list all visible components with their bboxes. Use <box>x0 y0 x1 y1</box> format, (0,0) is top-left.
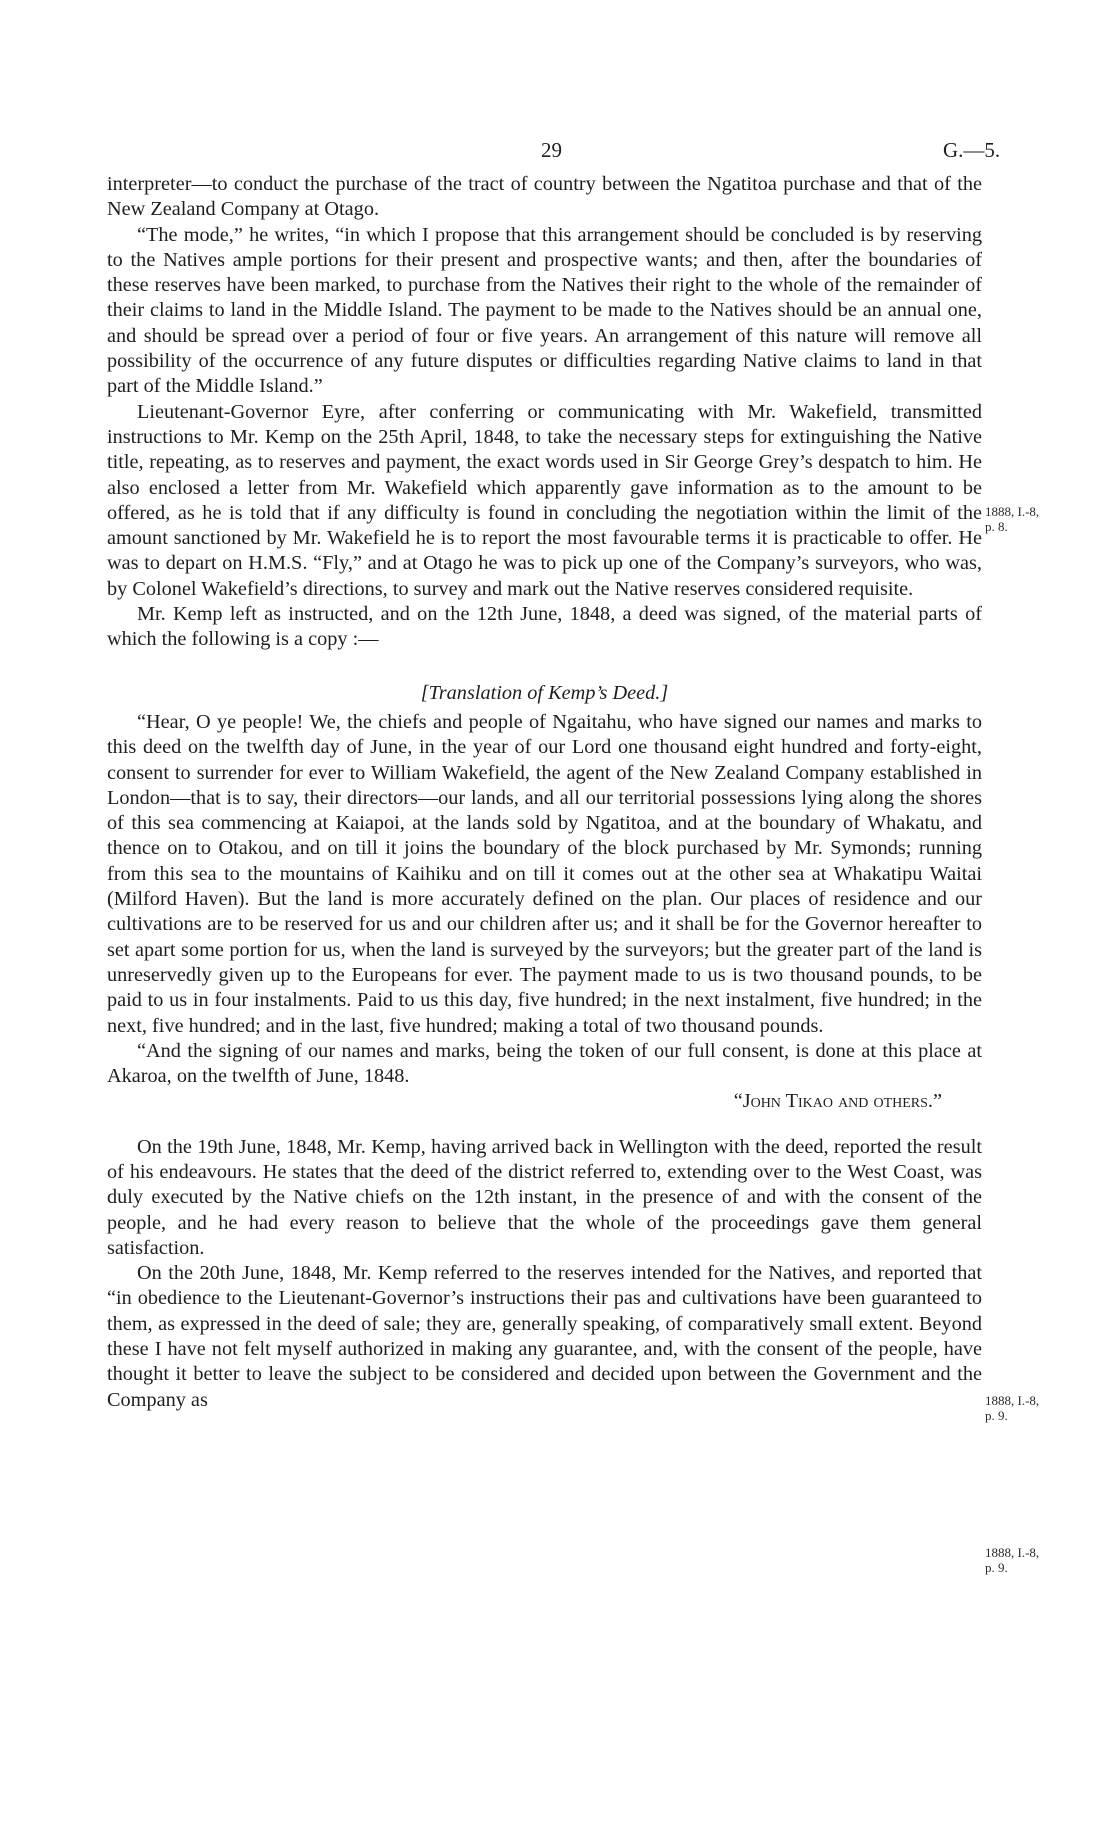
margin-note-text: 1888, I.-8, p. 8. <box>985 504 1040 534</box>
paragraph-kemp-deed-intro: Mr. Kemp left as instructed, and on the 12th June, 1848, a deed was signed, of the material parts of which the following is a copy :— <box>107 603 982 651</box>
margin-note-text: 1888, I.-8, p. 9. <box>985 1545 1040 1575</box>
margin-note <box>985 1545 1075 1575</box>
paragraph-reserves: On the 20th June, 1848, Mr. Kemp referred to the reserves intended for the Natives, and reported that “in obedience to the Lieutenant-Governor’s instructions their pas and cultivations have been guaranteed to them, as expressed in the deed of sale; they are, generally speaking, of comparatively small extent. Beyond these I have not felt myself authorized in making any guarantee, and, with the consent of the people, have thought it better to leave the subject to be considered and decided upon between the Government and the Company as <box>107 1262 982 1411</box>
deed-text: “Hear, O ye people! We, the chiefs and people of Ngaitahu, who have signed our names and marks to this deed on the twelfth day of June, in the year of our Lord one thousand eight hundred and forty-eight, consent to surrender for ever to William Wakefield, the agent of the New Zealand Company established in London—that is to say, their directors—our lands, and all our territorial possessions lying along the shores of this sea commencing at Kaiapoi, at the lands sold by Ngatitoa, and at the boundary of Whakatu, and thence on to Otakou, and on till it joins the boundary of the block purchased by Mr. Symonds; running from this sea to the mountains of Kaihiku and on till it comes out at the other sea at Whakatipu Waitai (Milford Haven). But the land is more accurately defined on the plan. Our places of residence and our cultivations are to be reserved for us and our children after us; and it shall be for the Governor hereafter to set apart some portion for us, when the land is surveyed by the surveyors; but the greater part of the land is unreservedly given up to the Europeans for ever. The payment made to us is two thousand pounds, to be paid to us in four instalments. Paid to us this day, five hundred; in the next instalment, five hundred; in the next, five hundred; and in the last, five hundred; making a total of two thousand pounds. <box>107 710 982 1037</box>
margin-note <box>985 504 1075 534</box>
paragraph-continuation: interpreter—to conduct the purchase of the tract of country between the Ngatitoa purchase and that of the New Zealand Company at Otago. <box>107 173 982 221</box>
document-reference: G.—5. <box>943 138 1001 162</box>
deed-signature: “John Tikao and others.” <box>733 1090 942 1113</box>
page-number: 29 <box>541 138 562 162</box>
margin-note-text: 1888, I.-8, p. 9. <box>985 1393 1040 1423</box>
paragraph-quote-grey: “The mode,” he writes, “in which I propose that this arrangement should be concluded is by reserving to the Natives ample portions for their present and prospective wants; and then, after the boundaries of these reserves have been marked, to purchase from the Natives their right to the whole of the remainder of their claims to land in the Middle Island. The payment to be made to the Natives should be an annual one, and should be spread over a period of four or five years. An arrangement of this nature will remove all possibility of the occurrence of any future disputes or difficulties regarding Native claims to land in that part of the Middle Island.” <box>107 223 982 398</box>
body-text <box>107 172 982 1413</box>
deed-heading: [Translation of Kemp’s Deed.] <box>420 681 669 704</box>
deed-signing-clause: “And the signing of our names and marks, being the token of our full consent, is done at this place at Akaroa, on the twelfth of June, 1848. <box>107 1039 982 1088</box>
paragraph-eyre-instructions: Lieutenant-Governor Eyre, after conferring or communicating with Mr. Wakefield, transmitted instructions to Mr. Kemp on the 25th April, 1848, to take the necessary steps for extinguishing the Native title, repeating, as to reserves and payment, the exact words used in Sir George Grey’s despatch to him. He also enclosed a letter from Mr. Wakefield which apparently gave information as to the amount to be offered, as he is told that if any difficulty is found in concluding the negotiation within the limit of the amount sanctioned by Mr. Wakefield he is to report the most favourable terms it is practicable to offer. He was to depart on H.M.S. “Fly,” and at Otago he was to pick up one of the Company’s surveyors, who was, by Colonel Wakefield’s directions, to survey and mark out the Native reserves considered requisite. <box>107 400 982 600</box>
paragraph-kemp-report: On the 19th June, 1848, Mr. Kemp, having arrived back in Wellington with the deed, reported the result of his endeavours. He states that the deed of the district referred to, extending over to the West Coast, was duly executed by the Native chiefs on the 12th instant, in the presence of and with the consent of the people, and he had every reason to believe that the whole of the proceedings gave them general satisfaction. <box>107 1135 982 1259</box>
margin-note <box>985 1393 1075 1423</box>
